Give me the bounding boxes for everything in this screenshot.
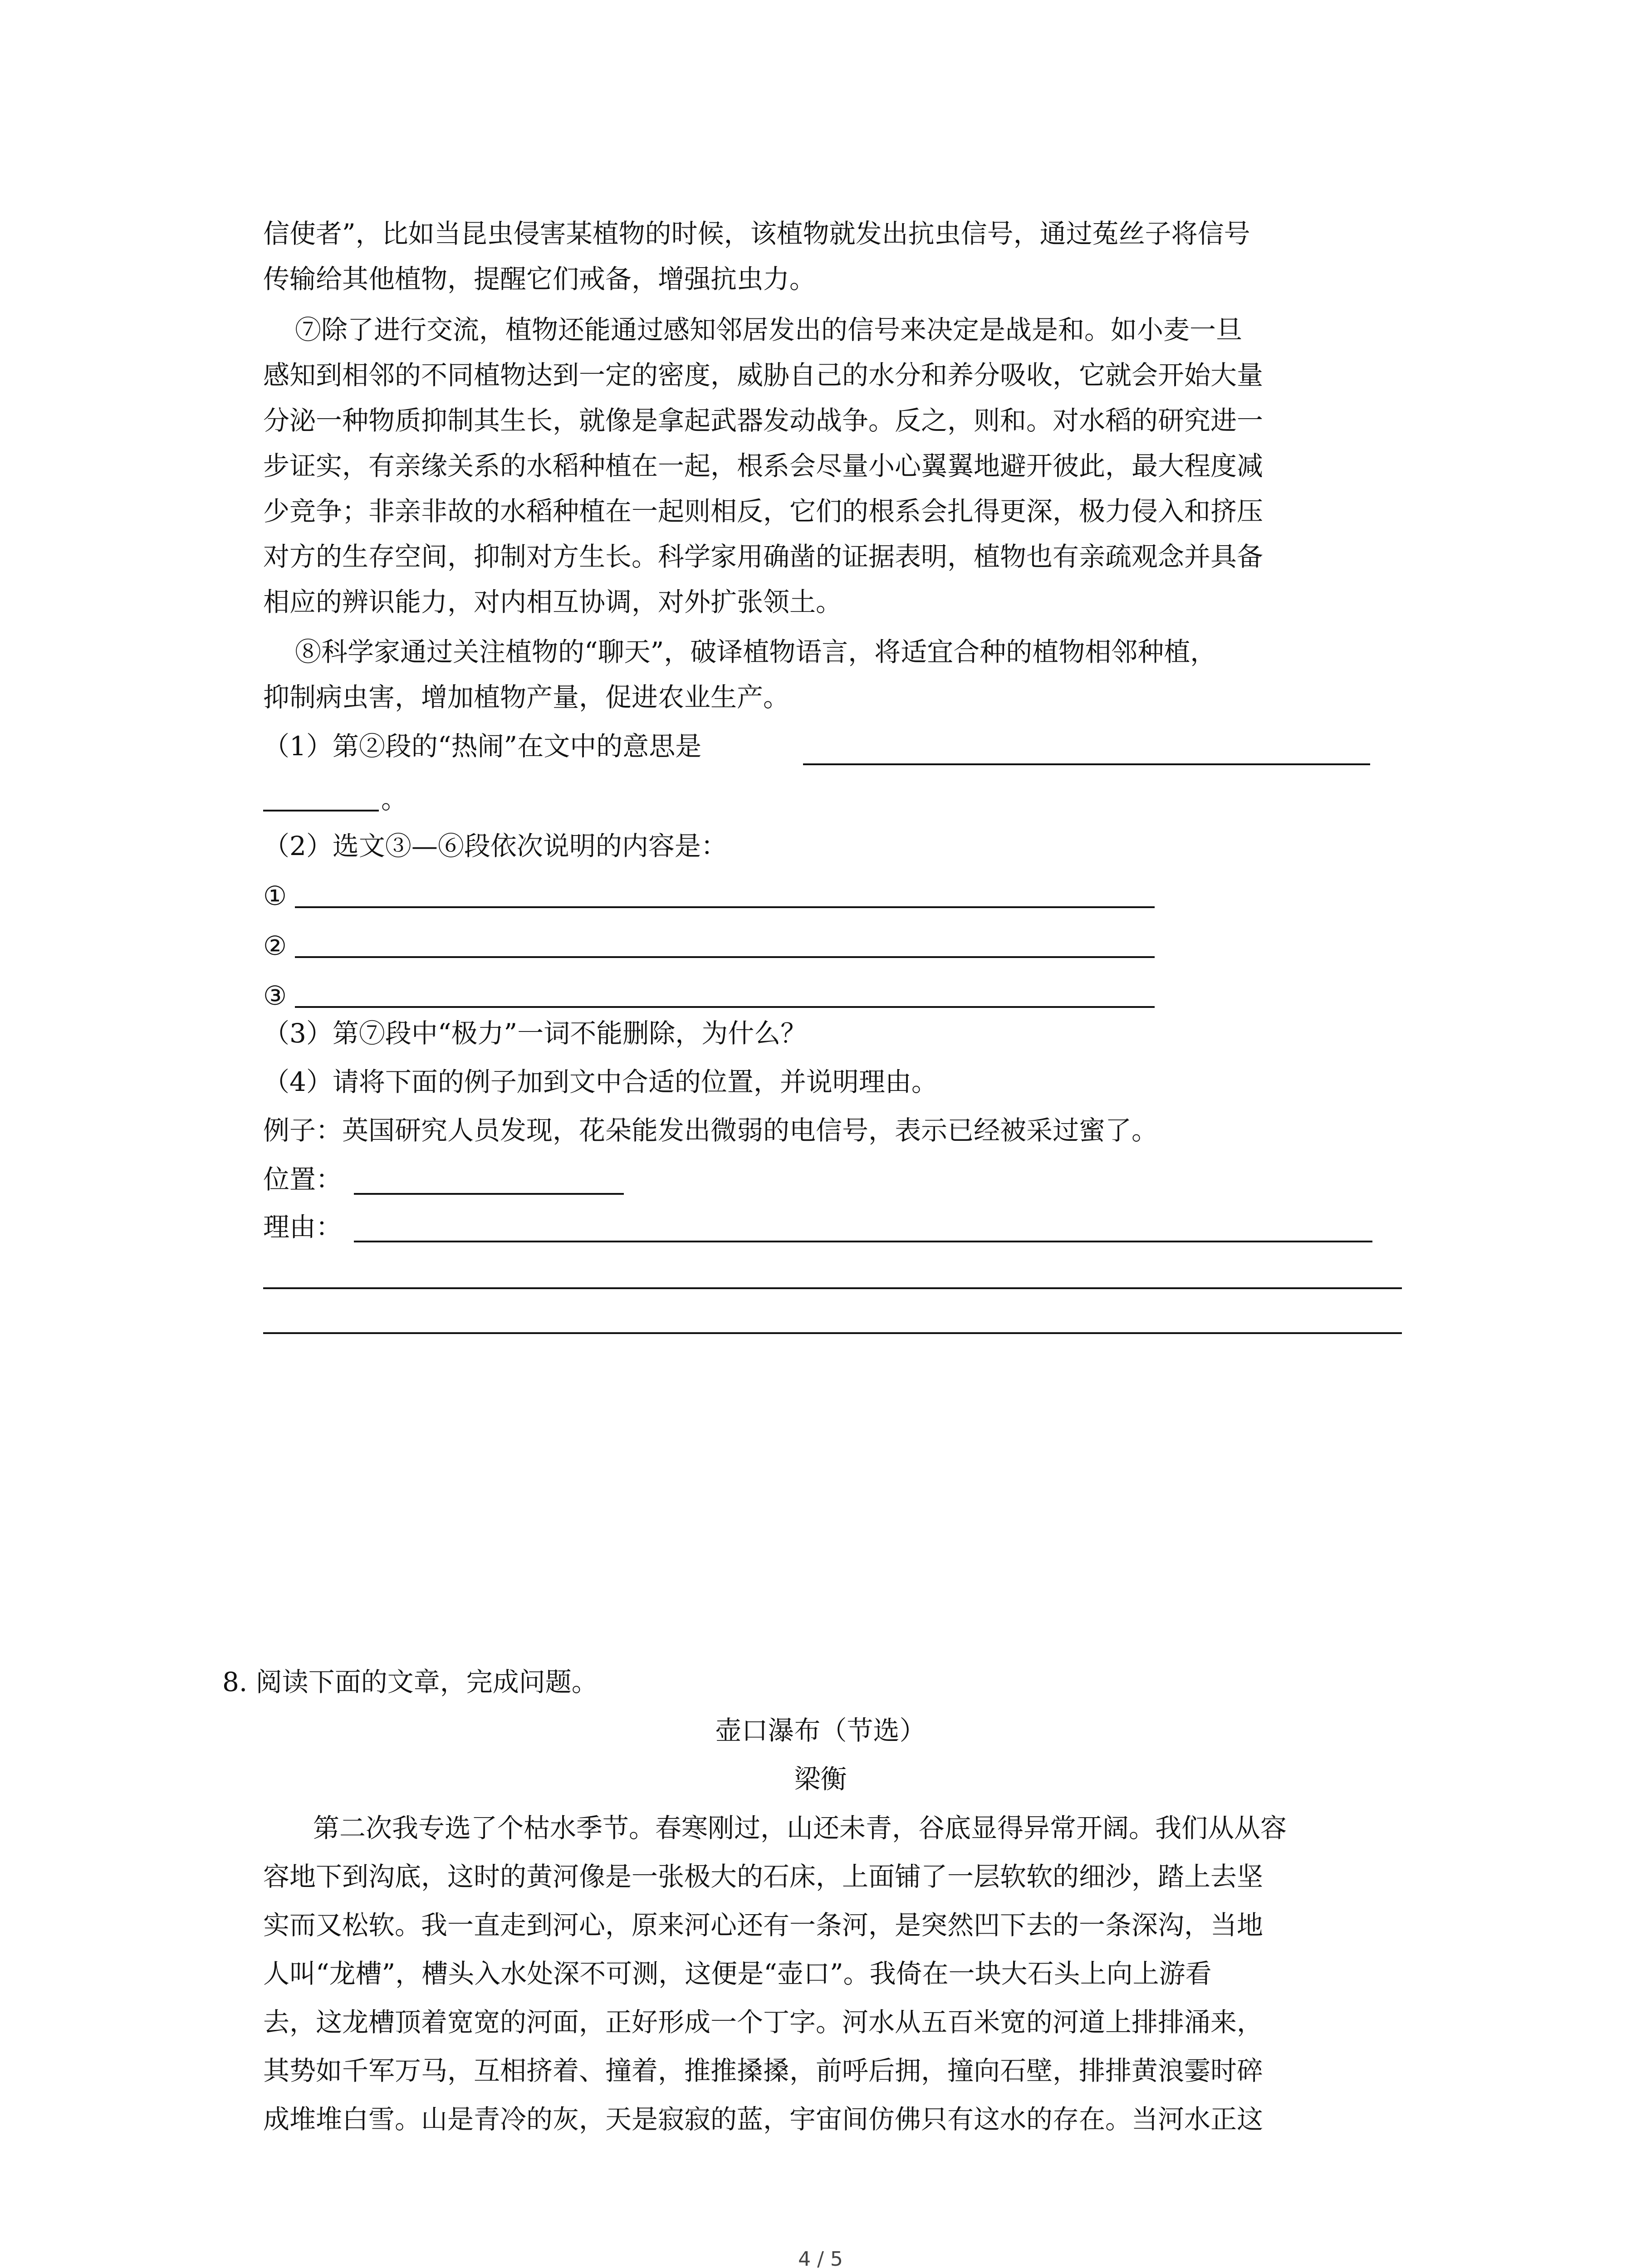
answer-blank-reason-2[interactable] bbox=[263, 1287, 1402, 1289]
answer-blank-q1-cont[interactable] bbox=[263, 810, 379, 811]
example-sentence: 例子：英国研究人员发现，花朵能发出微弱的电信号，表示已经被采过蜜了。 bbox=[263, 1115, 1158, 1146]
question-1-end: 。 bbox=[381, 784, 408, 815]
question-2: （2）选文③—⑥段依次说明的内容是： bbox=[263, 831, 727, 861]
article-line: 容地下到沟底，这时的黄河像是一张极大的石床，上面铺了一层软软的细沙，踏上去坚 bbox=[263, 1861, 1264, 1892]
position-label: 位置： bbox=[263, 1164, 343, 1195]
paragraph-7-line: 感知到相邻的不同植物达到一定的密度，威胁自己的水分和养分吸收，它就会开始大量 bbox=[263, 360, 1264, 391]
article-line: 实而又松软。我一直走到河心，原来河心还有一条河，是突然凹下去的一条深沟，当地 bbox=[263, 1910, 1264, 1941]
question-1: （1）第②段的“热闹”在文中的意思是 bbox=[263, 731, 702, 762]
article-line: 其势如千军万马，互相挤着、撞着，推推搡搡，前呼后拥，撞向石壁，排排黄浪霎时碎 bbox=[263, 2055, 1264, 2086]
article-line: 去，这龙槽顶着宽宽的河面，正好形成一个丁字。河水从五百米宽的河道上排排涌来， bbox=[263, 2007, 1264, 2038]
answer-marker: ③ bbox=[263, 980, 287, 1011]
article-line: 人叫“龙槽”，槽头入水处深不可测，这便是“壶口”。我倚在一块大石头上向上游看 bbox=[263, 1958, 1212, 1989]
answer-blank-position[interactable] bbox=[354, 1193, 624, 1195]
article-line: 成堆堆白雪。山是青冷的灰，天是寂寂的蓝，宇宙间仿佛只有这水的存在。当河水正这 bbox=[263, 2104, 1264, 2135]
paragraph-6-line: 信使者”，比如当昆虫侵害某植物的时候，该植物就发出抗虫信号，通过菟丝子将信号 bbox=[263, 218, 1250, 249]
question-3: （3）第⑦段中“极力”一词不能删除，为什么？ bbox=[263, 1018, 807, 1049]
paragraph-8-line: 抑制病虫害，增加植物产量，促进农业生产。 bbox=[263, 682, 790, 713]
answer-blank-q2-3[interactable] bbox=[295, 1006, 1155, 1008]
article-title: 壶口瀑布（节选） bbox=[715, 1715, 926, 1746]
answer-blank-q2-1[interactable] bbox=[295, 906, 1155, 908]
question-4: （4）请将下面的例子加到文中合适的位置，并说明理由。 bbox=[263, 1066, 938, 1097]
paragraph-8-line: ⑧科学家通过关注植物的“聊天”，破译植物语言，将适宜合种的植物相邻种植， bbox=[295, 636, 1217, 667]
paragraph-7-line: 步证实，有亲缘关系的水稻种植在一起，根系会尽量小心翼翼地避开彼此，最大程度减 bbox=[263, 450, 1264, 481]
answer-blank-q1[interactable] bbox=[803, 763, 1370, 765]
paragraph-7-line: 分泌一种物质抑制其生长，就像是拿起武器发动战争。反之，则和。对水稻的研究进一 bbox=[263, 405, 1264, 436]
paragraph-7-line: 少竞争；非亲非故的水稻种植在一起则相反，它们的根系会扎得更深，极力侵入和挤压 bbox=[263, 496, 1264, 527]
answer-blank-reason-3[interactable] bbox=[263, 1332, 1402, 1334]
answer-blank-reason[interactable] bbox=[354, 1241, 1372, 1242]
answer-marker: ① bbox=[263, 880, 287, 911]
paragraph-7-line: ⑦除了进行交流，植物还能通过感知邻居发出的信号来决定是战是和。如小麦一旦 bbox=[295, 314, 1243, 345]
paragraph-6-line: 传输给其他植物，提醒它们戒备，增强抗虫力。 bbox=[263, 264, 816, 294]
reason-label: 理由： bbox=[263, 1212, 343, 1242]
article-line: 第二次我专选了个枯水季节。春寒刚过，山还未青，谷底显得异常开阔。我们从从容 bbox=[313, 1813, 1287, 1843]
page-number: 4 / 5 bbox=[798, 2248, 843, 2268]
paragraph-7-line: 对方的生存空间，抑制对方生长。科学家用确凿的证据表明，植物也有亲疏观念并具备 bbox=[263, 541, 1264, 572]
answer-marker: ② bbox=[263, 930, 287, 961]
paragraph-7-line: 相应的辨识能力，对内相互协调，对外扩张领土。 bbox=[263, 587, 843, 617]
answer-blank-q2-2[interactable] bbox=[295, 956, 1155, 958]
question-8-instruction: 8. 阅读下面的文章，完成问题。 bbox=[222, 1667, 598, 1697]
article-author: 梁衡 bbox=[794, 1764, 847, 1794]
